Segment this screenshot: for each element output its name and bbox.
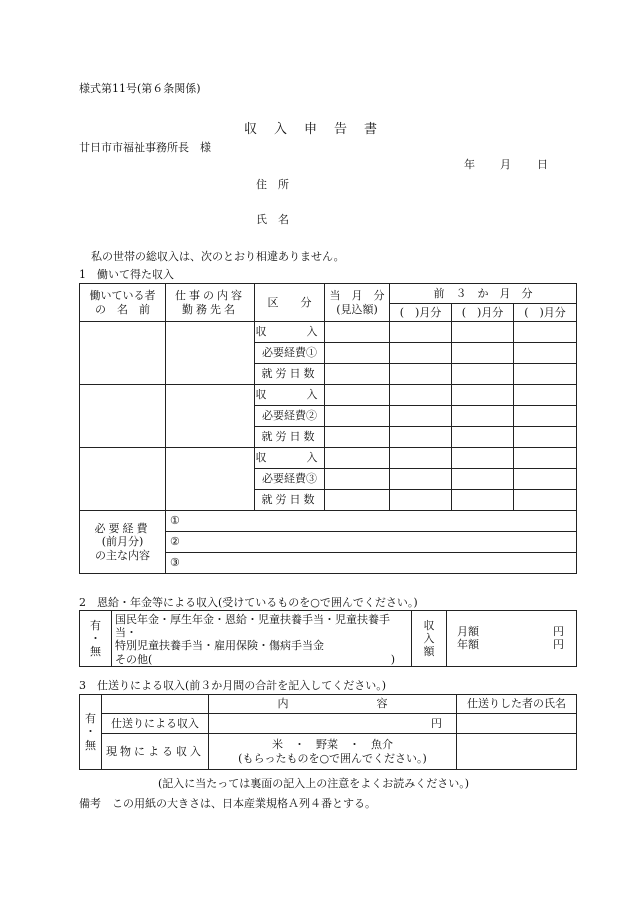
col-worker-name: [80, 284, 166, 322]
cell[interactable]: [325, 490, 390, 511]
yearly-label: 年額: [457, 638, 479, 652]
expense-content-2[interactable]: ②: [166, 532, 577, 553]
row-expense-2: 必要経費②: [255, 406, 325, 427]
cell[interactable]: [390, 448, 452, 469]
col-prev-three-months: 前 ３ か 月 分: [390, 284, 577, 304]
remittance-yes-no[interactable]: [80, 695, 102, 770]
cell[interactable]: [452, 322, 514, 343]
income-label-2: 入: [423, 631, 435, 645]
cell[interactable]: [390, 364, 452, 385]
cell[interactable]: [452, 448, 514, 469]
addressee: 廿日市市福祉事務所長 様: [79, 141, 211, 154]
section2-heading: 2 恩給・年金等による収入(受けているものを○で囲んでください。): [79, 596, 418, 609]
col-content: 内 容: [209, 695, 457, 714]
reading-note: (記入に当たっては裏面の記入上の注意をよくお読みください。): [158, 777, 470, 790]
income-label-1: 収: [423, 618, 435, 632]
cell[interactable]: [325, 469, 390, 490]
col-current-line2: (見込額): [336, 302, 378, 316]
pension-yes-no[interactable]: [80, 611, 112, 667]
worker2-name-cell[interactable]: [80, 385, 166, 448]
cell[interactable]: [514, 322, 577, 343]
remittance-money-amount[interactable]: 円: [209, 714, 457, 734]
cell[interactable]: [325, 427, 390, 448]
name-label: 氏 名: [256, 213, 289, 226]
cell[interactable]: [514, 385, 577, 406]
earned-income-table: [79, 283, 577, 574]
col-worker-name-line2: の 名 前: [95, 302, 150, 316]
address-label: 住 所: [256, 178, 289, 191]
cell[interactable]: [452, 364, 514, 385]
cell[interactable]: [325, 364, 390, 385]
date-year-label: 年: [464, 158, 475, 171]
row-expense-1: 必要経費①: [255, 343, 325, 364]
income-amount-label: [412, 611, 447, 667]
date-month-label: 月: [500, 158, 511, 171]
col-job: [166, 284, 255, 322]
monthly-label: 月額: [457, 625, 479, 639]
worker3-job-cell[interactable]: [166, 448, 255, 511]
pension-income-table: [79, 610, 577, 667]
cell[interactable]: [514, 490, 577, 511]
row-workdays: 就労日数: [255, 364, 325, 385]
pension-types-line2: 特別児童扶養手当・雇用保険・傷病手当金: [115, 639, 324, 653]
remittance-sender-2[interactable]: [457, 734, 577, 770]
cell[interactable]: [390, 490, 452, 511]
expense-content-1[interactable]: ①: [166, 511, 577, 532]
cell[interactable]: [390, 469, 452, 490]
col-current: [325, 284, 390, 322]
cell[interactable]: [514, 427, 577, 448]
cell[interactable]: [390, 427, 452, 448]
cell[interactable]: [325, 322, 390, 343]
cell[interactable]: [325, 343, 390, 364]
date-day-label: 日: [537, 158, 548, 171]
expense-label-line1: 必要経費: [94, 522, 151, 536]
pension-other-close: ): [390, 652, 395, 666]
row-workdays: 就労日数: [255, 490, 325, 511]
goods-instruction: (もらったものを○で囲んでください。): [238, 751, 427, 765]
yearly-yen: 円: [553, 638, 564, 652]
monthly-amount-row: [457, 625, 564, 638]
blank-header: [102, 695, 209, 714]
cell[interactable]: [390, 322, 452, 343]
pension-amount-cell[interactable]: [447, 611, 577, 667]
pension-dot: ・: [90, 631, 101, 645]
goods-content[interactable]: [209, 734, 457, 770]
worker1-job-cell[interactable]: [166, 322, 255, 385]
row-workdays: 就労日数: [255, 427, 325, 448]
expense-contents-label: [80, 511, 166, 574]
pension-types-line3: [115, 653, 411, 666]
month-header-3: ( )月分: [514, 304, 577, 322]
col-sender-name: 仕送りした者の氏名: [457, 695, 577, 714]
remittance-dot: ・: [85, 725, 96, 739]
cell[interactable]: [452, 469, 514, 490]
remittance-income-table: [79, 694, 577, 770]
row-remittance-money: 仕送りによる収入: [102, 714, 209, 734]
cell[interactable]: [452, 343, 514, 364]
row-income: 収 入: [255, 448, 325, 469]
col-job-line2: 勤務先名: [182, 302, 238, 316]
row-expense-3: 必要経費③: [255, 469, 325, 490]
worker2-job-cell[interactable]: [166, 385, 255, 448]
cell[interactable]: [325, 406, 390, 427]
income-label-3: 額: [423, 644, 435, 658]
expense-label-line3: の主な内容: [95, 548, 150, 562]
document-title: 収 入 申 告 書: [244, 122, 380, 137]
expense-content-3[interactable]: ③: [166, 553, 577, 574]
cell[interactable]: [325, 448, 390, 469]
yearly-amount-row: [457, 638, 564, 651]
goods-options: 米 ・ 野菜 ・ 魚介: [272, 738, 393, 752]
cell[interactable]: [452, 490, 514, 511]
pension-yes: 有: [90, 618, 101, 632]
monthly-yen: 円: [553, 625, 564, 639]
section3-heading: 3 仕送りによる収入(前３か月間の合計を記入してください。): [79, 679, 387, 692]
cell[interactable]: [452, 427, 514, 448]
cell[interactable]: [514, 406, 577, 427]
cell[interactable]: [452, 406, 514, 427]
expense-label-line2: (前月分): [101, 535, 144, 549]
row-goods: 現物による収入: [102, 734, 209, 770]
month-header-2: ( )月分: [452, 304, 514, 322]
cell[interactable]: [514, 448, 577, 469]
worker1-name-cell[interactable]: [80, 322, 166, 385]
cell[interactable]: [390, 385, 452, 406]
row-income: 収 入: [255, 322, 325, 343]
col-worker-name-line1: 働いている者: [89, 289, 156, 303]
pension-other-label: その他(: [115, 652, 153, 666]
form-number: 様式第11号(第６条関係): [79, 82, 201, 95]
cell[interactable]: [325, 385, 390, 406]
row-income: 収 入: [255, 385, 325, 406]
pension-no: 無: [90, 644, 101, 658]
remittance-no: 無: [85, 738, 96, 752]
remark: 備考 この用紙の大きさは、日本産業規格Ａ列４番とする。: [79, 797, 376, 810]
remittance-yes: 有: [85, 712, 96, 726]
section1-heading: 1 働いて得た収入: [79, 268, 174, 281]
worker3-name-cell[interactable]: [80, 448, 166, 511]
col-kubun: 区 分: [255, 284, 325, 322]
month-header-1: ( )月分: [390, 304, 452, 322]
cell[interactable]: [514, 364, 577, 385]
remittance-sender-1[interactable]: [457, 714, 577, 734]
declaration-text: 私の世帯の総収入は、次のとおり相違ありません。: [91, 250, 345, 263]
cell[interactable]: [452, 385, 514, 406]
cell[interactable]: [514, 469, 577, 490]
cell[interactable]: [390, 343, 452, 364]
col-current-line1: 当 月 分: [329, 289, 385, 303]
pension-types[interactable]: [112, 611, 412, 667]
col-job-line1: 仕事の内容: [175, 289, 245, 303]
cell[interactable]: [514, 343, 577, 364]
cell[interactable]: [390, 406, 452, 427]
pension-types-line1: 国民年金・厚生年金・恩給・児童扶養手当・児童扶養手当・: [115, 613, 390, 640]
